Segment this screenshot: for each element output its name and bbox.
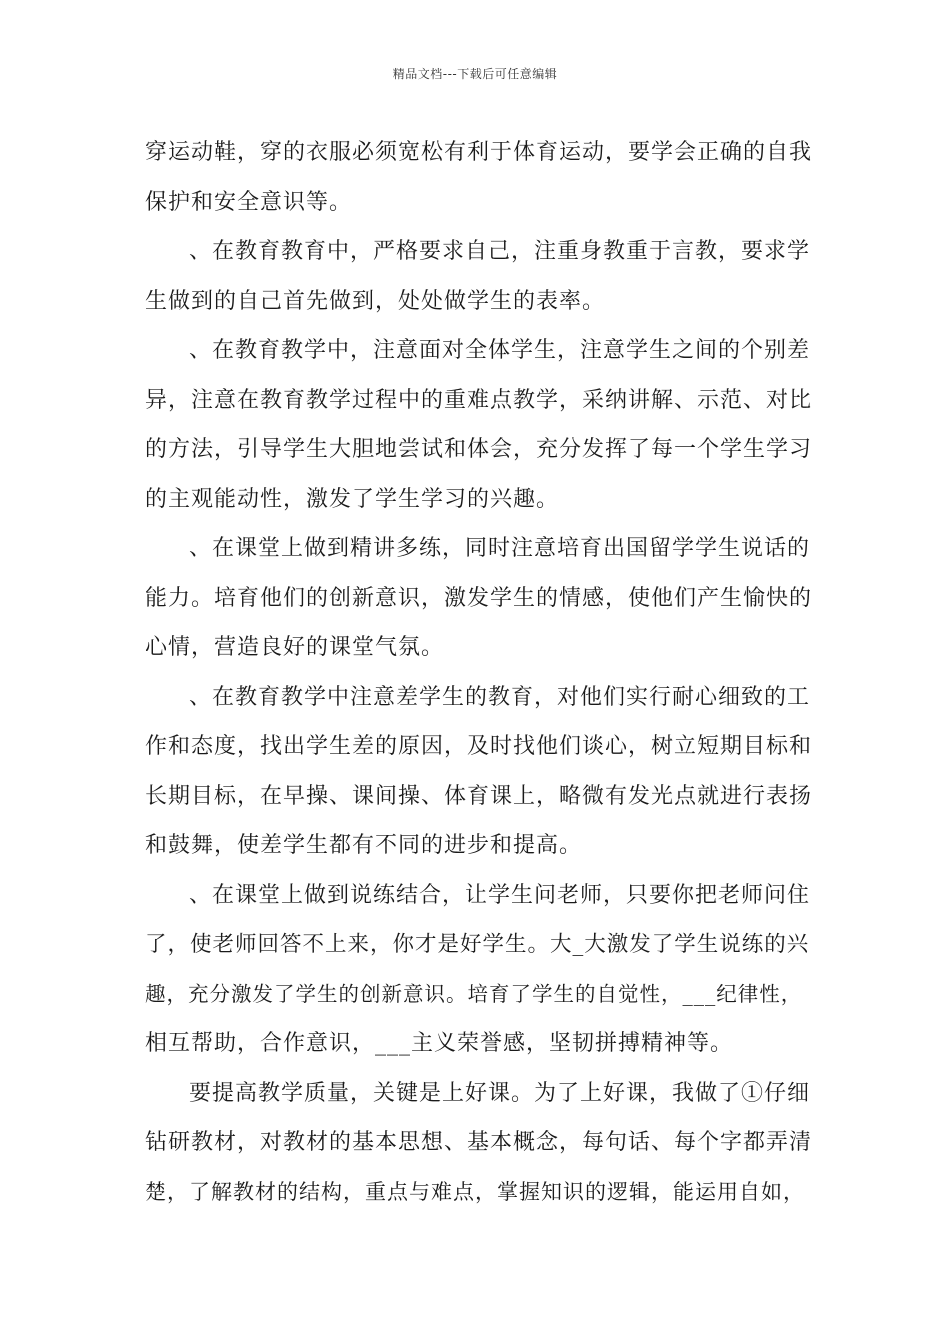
text-line: 作和态度，找出学生差的原因，及时找他们谈心，树立短期目标和 — [145, 734, 813, 759]
text-line: 穿运动鞋，穿的衣服必须宽松有利于体育运动，要学会正确的自我 — [145, 140, 813, 165]
text-line: 相互帮助，合作意识，___主义荣誉感，坚韧拼搏精神等。 — [145, 1031, 734, 1056]
body-text — [145, 128, 813, 1217]
text-line: 的主观能动性，激发了学生学习的兴趣。 — [145, 486, 560, 512]
text-line: 、在教育教学中，注意面对全体学生，注意学生之间的个别差 — [189, 338, 811, 363]
text-line: 能力。培育他们的创新意识，激发学生的情感，使他们产生愉快的 — [145, 585, 813, 611]
text-line: 生做到的自己首先做到，处处做学生的表率。 — [145, 288, 606, 314]
text-line: 、在课堂上做到说练结合，让学生问老师，只要你把老师问住 — [189, 882, 811, 908]
text-line: 楚，了解教材的结构，重点与难点，掌握知识的逻辑，能运用自如， — [145, 1179, 805, 1204]
text-line: 长期目标，在早操、课间操、体育课上，略微有发光点就进行表扬 — [145, 783, 813, 809]
text-line: 、在教育教学中注意差学生的教育，对他们实行耐心细致的工 — [189, 684, 811, 710]
text-line: 、在课堂上做到精讲多练，同时注意培育出国留学学生说话的 — [189, 536, 811, 561]
text-line: 保护和安全意识等。 — [145, 189, 353, 215]
text-line: 心情，营造良好的课堂气氛。 — [145, 635, 445, 660]
text-line: 了，使老师回答不上来，你才是好学生。大_大激发了学生说练的兴 — [145, 932, 810, 957]
text-line: 和鼓舞，使差学生都有不同的进步和提高。 — [145, 833, 583, 858]
text-line: 要提高教学质量，关键是上好课。为了上好课，我做了①仔细 — [189, 1080, 811, 1106]
text-line: 异，注意在教育教学过程中的重难点教学，采纳讲解、示范、对比 — [145, 387, 813, 413]
text-line: 趣，充分激发了学生的创新意识。培育了学生的自觉性，___纪律性， — [145, 981, 803, 1006]
text-line: 钻研教材，对教材的基本思想、基本概念，每句话、每个字都弄清 — [145, 1130, 813, 1155]
page-header: 精品文档---下载后可任意编辑 — [392, 67, 558, 81]
text-line: 的方法，引导学生大胆地尝试和体会，充分发挥了每一个学生学习 — [145, 437, 813, 462]
text-line: 、在教育教育中，严格要求自己，注重身教重于言教，要求学 — [189, 239, 811, 264]
